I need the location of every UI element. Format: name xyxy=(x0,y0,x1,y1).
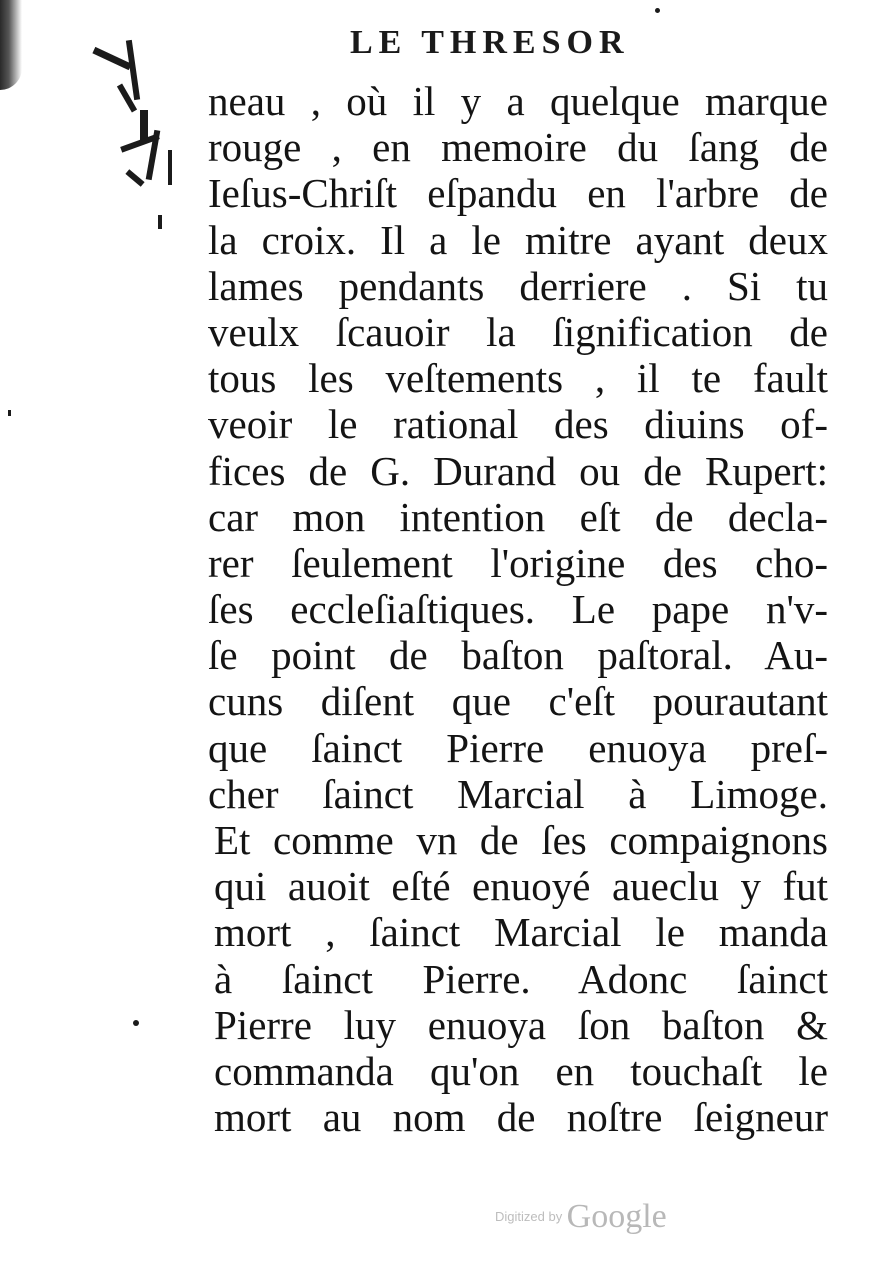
text-line: tous les veſtements , il te fault xyxy=(208,355,828,402)
text-line: que ſainct Pierre enuoya preſ- xyxy=(208,724,828,771)
text-line: qui auoit eſté enuoyé aueclu y fut xyxy=(214,863,828,910)
text-line: mort au nom de noſtre ſeigneur xyxy=(214,1094,828,1141)
text-line: mort , ſainct Marcial le manda xyxy=(214,909,828,956)
text-line: Pierre luy enuoya ſon baſton & xyxy=(214,1001,828,1048)
text-line: commanda qu'on en touchaſt le xyxy=(214,1047,828,1094)
text-line: cher ſainct Marcial à Limoge. xyxy=(208,770,828,817)
text-line: veulx ſcauoir la ſignification de xyxy=(208,308,828,355)
text-line: ſe point de baſton paſtoral. Au- xyxy=(208,632,828,679)
digitized-by-label: Digitized by xyxy=(495,1209,563,1224)
text-line: la croix. Il a le mitre ayant deux xyxy=(208,216,828,263)
text-line: ſes eccleſiaſtiques. Le pape n'v- xyxy=(208,586,828,633)
text-line: Ieſus-Chriſt eſpandu en l'arbre de xyxy=(208,170,828,217)
text-line: fices de G. Durand ou de Rupert: xyxy=(208,447,828,494)
digitization-credit xyxy=(495,1198,667,1236)
text-line: rer ſeulement l'origine des cho- xyxy=(208,539,828,586)
google-logo: Google xyxy=(566,1198,667,1235)
text-line: à ſainct Pierre. Adonc ſainct xyxy=(214,955,828,1002)
page-edge-shadow xyxy=(0,0,22,90)
text-line: rouge , en memoire du ſang de xyxy=(208,124,828,171)
text-line: cuns diſent que c'eſt pourautant xyxy=(208,678,828,725)
text-line: lames pendants derriere . Si tu xyxy=(208,262,828,309)
text-line: veoir le rational des diuins of- xyxy=(208,401,828,448)
running-head: LE THRESOR xyxy=(350,24,630,61)
body-text xyxy=(208,78,828,1140)
text-line: Et comme vn de ſes compaignons xyxy=(214,817,828,863)
text-line: car mon intention eſt de decla- xyxy=(208,493,828,540)
text-line: neau , où il y a quelque marque xyxy=(208,78,828,124)
